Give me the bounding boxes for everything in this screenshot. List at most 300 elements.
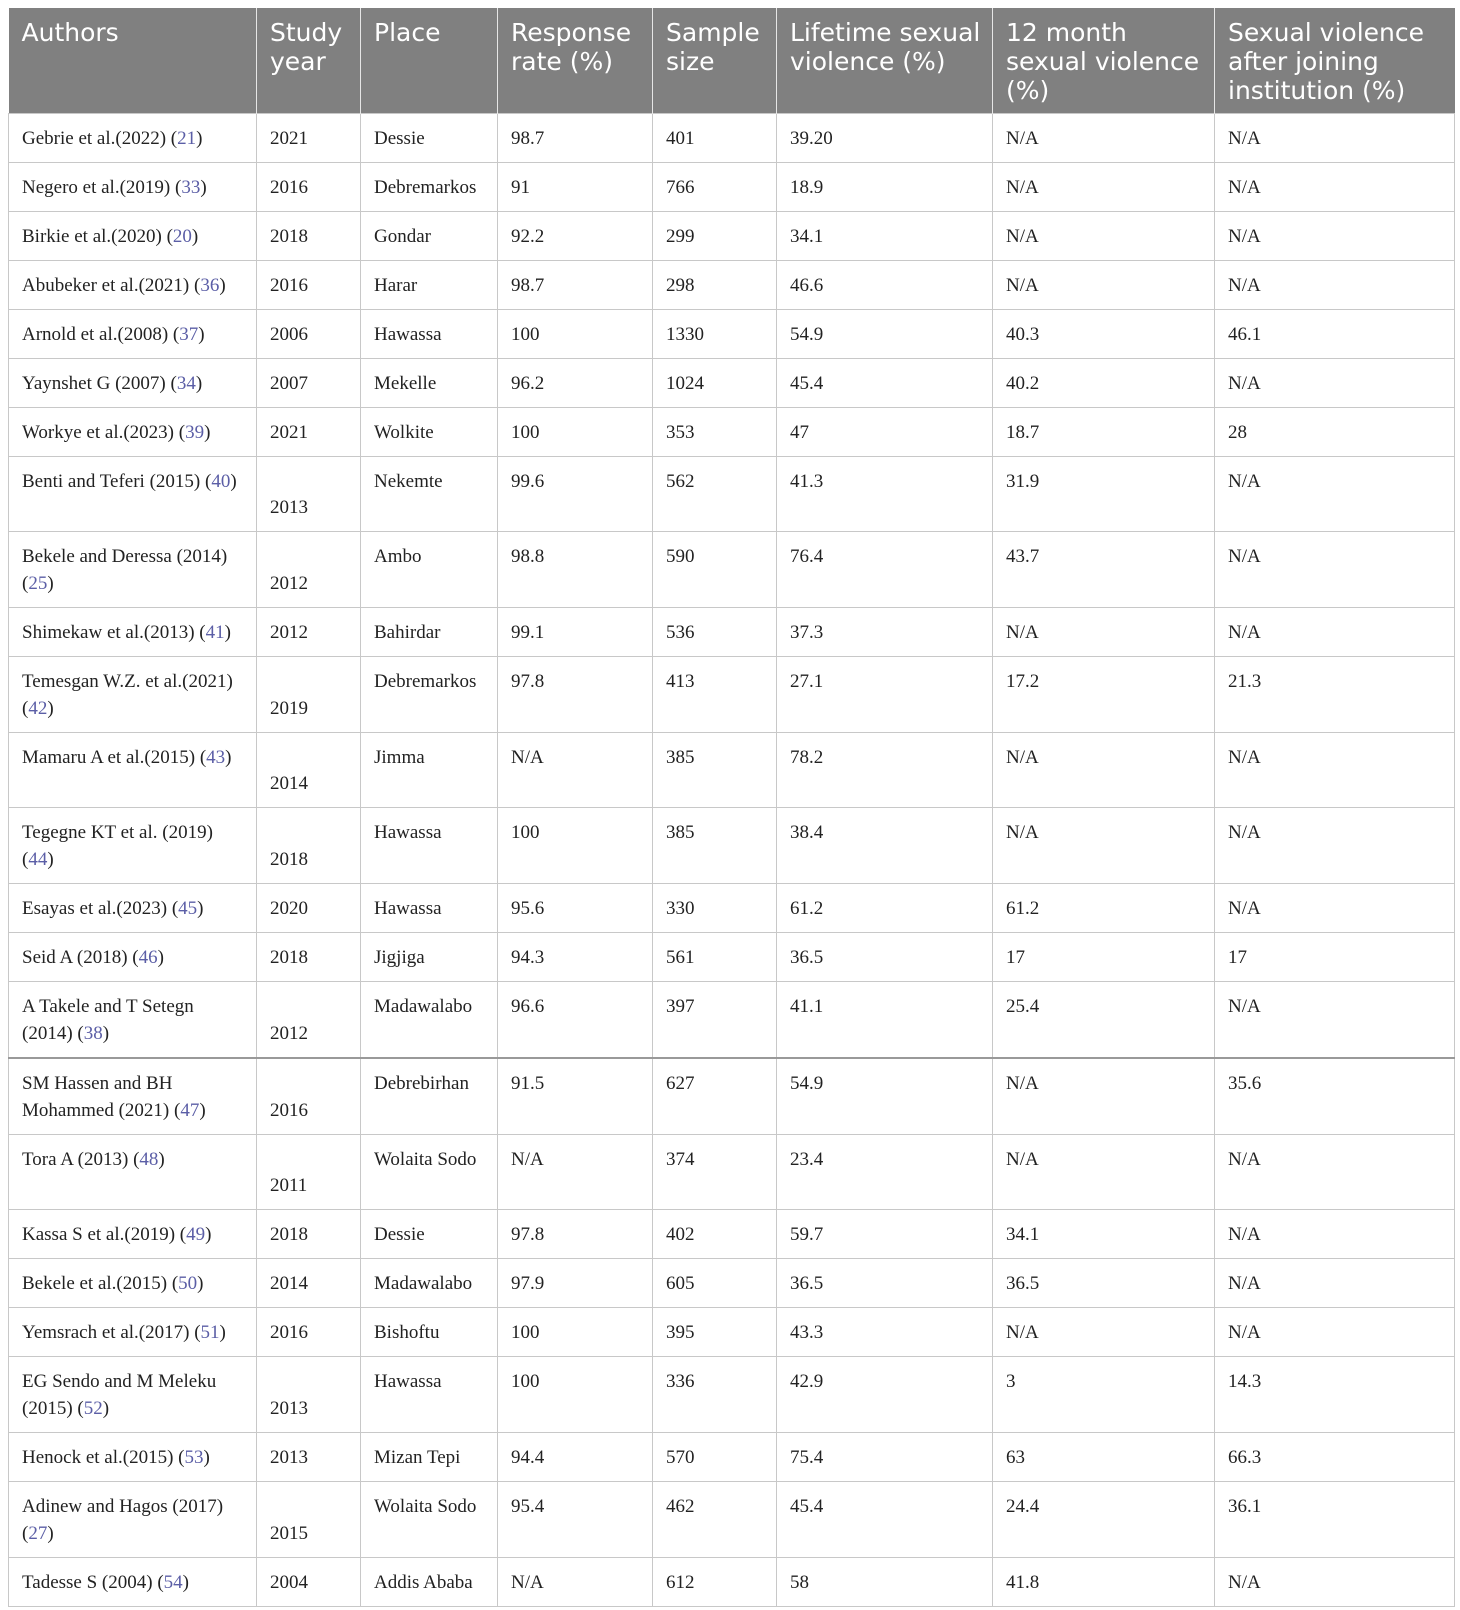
reference-link[interactable]: 50: [178, 1273, 198, 1294]
cell-lifetime: 45.4: [777, 359, 993, 408]
cell-place: Madawalabo: [361, 982, 498, 1059]
author-text: Gebrie et al.(2022) (: [22, 128, 178, 149]
cell-sample-size: 401: [653, 114, 777, 163]
cell-lifetime: 23.4: [777, 1135, 993, 1210]
cell-sample-size: 397: [653, 982, 777, 1059]
cell-study-year: 2021: [257, 408, 361, 457]
reference-link[interactable]: 33: [181, 177, 201, 198]
cell-twelve-month: N/A: [993, 733, 1215, 808]
reference-link[interactable]: 27: [28, 1523, 48, 1544]
author-text: Negero et al.(2019) (: [22, 177, 182, 198]
author-text: Benti and Teferi (2015) (: [22, 471, 212, 492]
ref-close: ): [47, 698, 54, 719]
cell-author: [9, 532, 257, 608]
cell-sample-size: 561: [653, 933, 777, 982]
author-text: EG Sendo and M Meleku (2015) (: [22, 1371, 217, 1419]
cell-study-year: 2016: [257, 1058, 361, 1135]
author-text: Tadesse S (2004) (: [22, 1572, 164, 1593]
ref-close: ): [47, 849, 54, 870]
cell-lifetime: 54.9: [777, 310, 993, 359]
reference-link[interactable]: 37: [179, 324, 199, 345]
cell-study-year: 2013: [257, 1433, 361, 1482]
author-text: Mamaru A et al.(2015) (: [22, 747, 207, 768]
cell-author: [9, 1433, 257, 1482]
cell-place: Wolaita Sodo: [361, 1135, 498, 1210]
cell-after-joining: N/A: [1215, 457, 1455, 532]
ref-close: ): [195, 373, 203, 394]
author-text: Workye et al.(2023) (: [22, 422, 186, 443]
cell-lifetime: 38.4: [777, 808, 993, 884]
cell-lifetime: 78.2: [777, 733, 993, 808]
author-text: Abubeker et al.(2021) (: [22, 275, 201, 296]
cell-response-rate: 97.8: [498, 657, 653, 733]
reference-link[interactable]: 53: [184, 1447, 204, 1468]
header-row: [9, 8, 1455, 114]
cell-after-joining: N/A: [1215, 212, 1455, 261]
header-after-joining: Sexual violence after joining institution (%): [1215, 8, 1455, 114]
cell-author: [9, 1558, 257, 1607]
table-row: [9, 310, 1455, 359]
author-text: Bekele et al.(2015) (: [22, 1273, 179, 1294]
cell-study-year: 2020: [257, 884, 361, 933]
cell-after-joining: 36.1: [1215, 1482, 1455, 1558]
cell-author: [9, 982, 257, 1059]
cell-response-rate: 100: [498, 1308, 653, 1357]
cell-place: Hawassa: [361, 1357, 498, 1433]
cell-author: [9, 1210, 257, 1259]
table-row: [9, 1308, 1455, 1357]
cell-after-joining: N/A: [1215, 532, 1455, 608]
cell-author: [9, 1058, 257, 1135]
cell-author: [9, 359, 257, 408]
ref-close: ): [157, 947, 164, 968]
cell-response-rate: 91.5: [498, 1058, 653, 1135]
cell-lifetime: 36.5: [777, 933, 993, 982]
cell-place: Dessie: [361, 114, 498, 163]
ref-close: ): [158, 1149, 165, 1170]
reference-link[interactable]: 40: [211, 471, 231, 492]
cell-twelve-month: 3: [993, 1357, 1215, 1433]
cell-lifetime: 34.1: [777, 212, 993, 261]
cell-lifetime: 47: [777, 408, 993, 457]
cell-place: Hawassa: [361, 310, 498, 359]
cell-study-year: 2014: [257, 1259, 361, 1308]
cell-after-joining: N/A: [1215, 359, 1455, 408]
table-row: [9, 359, 1455, 408]
cell-author: [9, 657, 257, 733]
cell-after-joining: 21.3: [1215, 657, 1455, 733]
ref-close: ): [182, 1572, 189, 1593]
table-row: [9, 114, 1455, 163]
table-row: [9, 933, 1455, 982]
cell-sample-size: 385: [653, 733, 777, 808]
cell-twelve-month: 61.2: [993, 884, 1215, 933]
cell-study-year: 2018: [257, 933, 361, 982]
cell-sample-size: 353: [653, 408, 777, 457]
cell-lifetime: 54.9: [777, 1058, 993, 1135]
cell-sample-size: 562: [653, 457, 777, 532]
cell-author: [9, 884, 257, 933]
cell-study-year: 2021: [257, 114, 361, 163]
ref-close: ): [47, 1523, 54, 1544]
author-text: Tegegne KT et al. (2019) (: [22, 822, 213, 870]
author-text: Arnold et al.(2008) (: [22, 324, 180, 345]
cell-response-rate: 96.2: [498, 359, 653, 408]
cell-lifetime: 59.7: [777, 1210, 993, 1259]
cell-lifetime: 61.2: [777, 884, 993, 933]
cell-after-joining: N/A: [1215, 1308, 1455, 1357]
cell-author: [9, 733, 257, 808]
cell-after-joining: 46.1: [1215, 310, 1455, 359]
cell-response-rate: 99.6: [498, 457, 653, 532]
ref-close: ): [102, 1398, 110, 1419]
cell-response-rate: 95.4: [498, 1482, 653, 1558]
cell-after-joining: N/A: [1215, 982, 1455, 1059]
cell-after-joining: 66.3: [1215, 1433, 1455, 1482]
cell-after-joining: 14.3: [1215, 1357, 1455, 1433]
reference-link[interactable]: 48: [139, 1149, 159, 1170]
reference-link[interactable]: 52: [83, 1398, 103, 1419]
table-row: [9, 408, 1455, 457]
table-row: [9, 212, 1455, 261]
cell-after-joining: N/A: [1215, 1558, 1455, 1607]
cell-place: Bahirdar: [361, 608, 498, 657]
ref-close: ): [47, 573, 54, 594]
cell-place: Wolkite: [361, 408, 498, 457]
reference-link[interactable]: 34: [176, 373, 196, 394]
cell-response-rate: 98.8: [498, 532, 653, 608]
cell-response-rate: 92.2: [498, 212, 653, 261]
cell-response-rate: 100: [498, 408, 653, 457]
cell-author: [9, 608, 257, 657]
cell-sample-size: 462: [653, 1482, 777, 1558]
reference-link[interactable]: 45: [178, 898, 198, 919]
cell-lifetime: 58: [777, 1558, 993, 1607]
reference-link[interactable]: 41: [205, 622, 225, 643]
ref-close: ): [203, 1447, 210, 1468]
reference-link[interactable]: 21: [177, 128, 197, 149]
cell-lifetime: 76.4: [777, 532, 993, 608]
cell-lifetime: 75.4: [777, 1433, 993, 1482]
cell-after-joining: 28: [1215, 408, 1455, 457]
cell-twelve-month: N/A: [993, 1308, 1215, 1357]
cell-study-year: 2012: [257, 532, 361, 608]
cell-lifetime: 41.1: [777, 982, 993, 1059]
cell-place: Nekemte: [361, 457, 498, 532]
cell-place: Jigjiga: [361, 933, 498, 982]
cell-study-year: 2004: [257, 1558, 361, 1607]
cell-place: Debremarkos: [361, 163, 498, 212]
table-row: [9, 982, 1455, 1059]
cell-author: [9, 1135, 257, 1210]
table-row: [9, 1482, 1455, 1558]
cell-place: Dessie: [361, 1210, 498, 1259]
cell-sample-size: 336: [653, 1357, 777, 1433]
cell-after-joining: N/A: [1215, 163, 1455, 212]
cell-author: [9, 933, 257, 982]
ref-close: ): [196, 128, 203, 149]
cell-sample-size: 590: [653, 532, 777, 608]
author-text: Kassa S et al.(2019) (: [22, 1224, 187, 1245]
cell-sample-size: 1024: [653, 359, 777, 408]
cell-place: Madawalabo: [361, 1259, 498, 1308]
ref-close: ): [198, 324, 205, 345]
cell-place: Ambo: [361, 532, 498, 608]
cell-sample-size: 612: [653, 1558, 777, 1607]
ref-close: ): [102, 1023, 110, 1044]
cell-twelve-month: 36.5: [993, 1259, 1215, 1308]
cell-twelve-month: N/A: [993, 114, 1215, 163]
table-row: [9, 808, 1455, 884]
author-text: Yaynshet G (2007) (: [22, 373, 177, 394]
author-text: Yemsrach et al.(2017) (: [22, 1322, 201, 1343]
table-row: [9, 261, 1455, 310]
cell-study-year: 2016: [257, 163, 361, 212]
table-row: [9, 1135, 1455, 1210]
ref-close: ): [219, 275, 226, 296]
ref-close: ): [224, 622, 231, 643]
cell-lifetime: 18.9: [777, 163, 993, 212]
table-row: [9, 733, 1455, 808]
cell-response-rate: 98.7: [498, 114, 653, 163]
cell-sample-size: 330: [653, 884, 777, 933]
cell-sample-size: 766: [653, 163, 777, 212]
cell-response-rate: 99.1: [498, 608, 653, 657]
author-text: Seid A (2018) (: [22, 947, 139, 968]
cell-author: [9, 310, 257, 359]
cell-response-rate: 95.6: [498, 884, 653, 933]
cell-place: Gondar: [361, 212, 498, 261]
ref-close: ): [191, 226, 199, 247]
cell-study-year: 2011: [257, 1135, 361, 1210]
cell-response-rate: 91: [498, 163, 653, 212]
reference-link[interactable]: 54: [163, 1572, 183, 1593]
reference-link[interactable]: 46: [138, 947, 158, 968]
cell-twelve-month: 25.4: [993, 982, 1215, 1059]
cell-place: Mekelle: [361, 359, 498, 408]
cell-twelve-month: N/A: [993, 212, 1215, 261]
author-text: SM Hassen and BH Mohammed (2021) (: [22, 1073, 181, 1121]
cell-place: Harar: [361, 261, 498, 310]
cell-after-joining: N/A: [1215, 1259, 1455, 1308]
cell-response-rate: N/A: [498, 733, 653, 808]
cell-study-year: 2018: [257, 212, 361, 261]
ref-close: ): [199, 1100, 206, 1121]
cell-sample-size: 605: [653, 1259, 777, 1308]
cell-response-rate: 100: [498, 310, 653, 359]
cell-twelve-month: 17: [993, 933, 1215, 982]
cell-twelve-month: 17.2: [993, 657, 1215, 733]
cell-lifetime: 39.20: [777, 114, 993, 163]
ref-close: ): [204, 422, 211, 443]
cell-place: Hawassa: [361, 808, 498, 884]
cell-twelve-month: 40.2: [993, 359, 1215, 408]
cell-twelve-month: 40.3: [993, 310, 1215, 359]
cell-lifetime: 45.4: [777, 1482, 993, 1558]
cell-response-rate: 94.4: [498, 1433, 653, 1482]
author-text: Shimekaw et al.(2013) (: [22, 622, 206, 643]
reference-link[interactable]: 44: [28, 849, 48, 870]
cell-response-rate: 96.6: [498, 982, 653, 1059]
cell-author: [9, 114, 257, 163]
header-authors: Authors: [9, 8, 257, 114]
author-text: Adinew and Hagos (2017) (: [22, 1496, 224, 1544]
studies-table: [8, 8, 1455, 1607]
cell-place: Debrebirhan: [361, 1058, 498, 1135]
reference-link[interactable]: 39: [185, 422, 205, 443]
cell-author: [9, 163, 257, 212]
cell-response-rate: 97.9: [498, 1259, 653, 1308]
cell-after-joining: N/A: [1215, 1210, 1455, 1259]
cell-sample-size: 385: [653, 808, 777, 884]
cell-author: [9, 808, 257, 884]
cell-place: Mizan Tepi: [361, 1433, 498, 1482]
cell-response-rate: N/A: [498, 1558, 653, 1607]
cell-place: Jimma: [361, 733, 498, 808]
header-twelve-month: 12 month sexual violence (%): [993, 8, 1215, 114]
cell-sample-size: 570: [653, 1433, 777, 1482]
reference-link[interactable]: 49: [186, 1224, 206, 1245]
table-row: [9, 657, 1455, 733]
cell-place: Wolaita Sodo: [361, 1482, 498, 1558]
cell-twelve-month: 24.4: [993, 1482, 1215, 1558]
cell-study-year: 2018: [257, 808, 361, 884]
cell-sample-size: 298: [653, 261, 777, 310]
cell-study-year: 2012: [257, 608, 361, 657]
cell-lifetime: 41.3: [777, 457, 993, 532]
cell-sample-size: 413: [653, 657, 777, 733]
cell-after-joining: N/A: [1215, 608, 1455, 657]
cell-sample-size: 395: [653, 1308, 777, 1357]
cell-study-year: 2019: [257, 657, 361, 733]
author-text: Birkie et al.(2020) (: [22, 226, 173, 247]
author-text: Tora A (2013) (: [22, 1149, 140, 1170]
cell-author: [9, 261, 257, 310]
cell-twelve-month: 63: [993, 1433, 1215, 1482]
cell-twelve-month: 34.1: [993, 1210, 1215, 1259]
author-text: Temesgan W.Z. et al.(2021) (: [22, 671, 233, 719]
table-row: [9, 608, 1455, 657]
table-row: [9, 1210, 1455, 1259]
cell-lifetime: 37.3: [777, 608, 993, 657]
cell-author: [9, 408, 257, 457]
cell-twelve-month: N/A: [993, 808, 1215, 884]
cell-sample-size: 402: [653, 1210, 777, 1259]
cell-response-rate: 94.3: [498, 933, 653, 982]
cell-lifetime: 43.3: [777, 1308, 993, 1357]
cell-twelve-month: N/A: [993, 608, 1215, 657]
cell-author: [9, 457, 257, 532]
cell-lifetime: 36.5: [777, 1259, 993, 1308]
cell-after-joining: N/A: [1215, 114, 1455, 163]
header-place: Place: [361, 8, 498, 114]
cell-sample-size: 1330: [653, 310, 777, 359]
reference-link[interactable]: 38: [83, 1023, 103, 1044]
cell-after-joining: N/A: [1215, 1135, 1455, 1210]
table-row: [9, 1357, 1455, 1433]
cell-after-joining: N/A: [1215, 261, 1455, 310]
header-lifetime: Lifetime sexual violence (%): [777, 8, 993, 114]
cell-author: [9, 1482, 257, 1558]
cell-sample-size: 299: [653, 212, 777, 261]
cell-place: Bishoftu: [361, 1308, 498, 1357]
cell-study-year: 2016: [257, 261, 361, 310]
cell-lifetime: 27.1: [777, 657, 993, 733]
cell-twelve-month: N/A: [993, 1058, 1215, 1135]
cell-response-rate: 97.8: [498, 1210, 653, 1259]
cell-study-year: 2014: [257, 733, 361, 808]
cell-after-joining: N/A: [1215, 808, 1455, 884]
cell-lifetime: 42.9: [777, 1357, 993, 1433]
cell-twelve-month: 31.9: [993, 457, 1215, 532]
cell-twelve-month: 18.7: [993, 408, 1215, 457]
cell-study-year: 2013: [257, 1357, 361, 1433]
author-text: Bekele and Deressa (2014) (: [22, 546, 228, 594]
cell-study-year: 2006: [257, 310, 361, 359]
cell-response-rate: N/A: [498, 1135, 653, 1210]
table-row: [9, 532, 1455, 608]
cell-study-year: 2007: [257, 359, 361, 408]
reference-link[interactable]: 42: [28, 698, 48, 719]
cell-after-joining: N/A: [1215, 733, 1455, 808]
cell-twelve-month: 43.7: [993, 532, 1215, 608]
cell-response-rate: 98.7: [498, 261, 653, 310]
header-response-rate: Response rate (%): [498, 8, 653, 114]
cell-study-year: 2013: [257, 457, 361, 532]
ref-close: ): [230, 471, 237, 492]
author-text: A Takele and T Setegn (2014) (: [22, 996, 194, 1044]
ref-close: ): [205, 1224, 212, 1245]
ref-close: ): [225, 747, 232, 768]
table-row: [9, 884, 1455, 933]
author-text: Esayas et al.(2023) (: [22, 898, 179, 919]
cell-author: [9, 212, 257, 261]
cell-study-year: 2012: [257, 982, 361, 1059]
cell-sample-size: 374: [653, 1135, 777, 1210]
cell-author: [9, 1357, 257, 1433]
cell-lifetime: 46.6: [777, 261, 993, 310]
reference-link[interactable]: 47: [180, 1100, 200, 1121]
table-row: [9, 1558, 1455, 1607]
cell-twelve-month: N/A: [993, 163, 1215, 212]
cell-sample-size: 536: [653, 608, 777, 657]
reference-link[interactable]: 51: [200, 1322, 220, 1343]
cell-twelve-month: N/A: [993, 1135, 1215, 1210]
cell-study-year: 2018: [257, 1210, 361, 1259]
table-row: [9, 1433, 1455, 1482]
cell-after-joining: 17: [1215, 933, 1455, 982]
cell-twelve-month: N/A: [993, 261, 1215, 310]
cell-author: [9, 1308, 257, 1357]
ref-close: ): [219, 1322, 226, 1343]
reference-link[interactable]: 20: [172, 226, 192, 247]
cell-after-joining: N/A: [1215, 884, 1455, 933]
reference-link[interactable]: 43: [206, 747, 226, 768]
table-row: [9, 457, 1455, 532]
ref-close: ): [197, 898, 204, 919]
table-row: [9, 1259, 1455, 1308]
table-row: [9, 1058, 1455, 1135]
reference-link[interactable]: 36: [200, 275, 220, 296]
cell-sample-size: 627: [653, 1058, 777, 1135]
cell-response-rate: 100: [498, 808, 653, 884]
reference-link[interactable]: 25: [28, 573, 48, 594]
cell-study-year: 2016: [257, 1308, 361, 1357]
cell-place: Addis Ababa: [361, 1558, 498, 1607]
cell-place: Debremarkos: [361, 657, 498, 733]
cell-study-year: 2015: [257, 1482, 361, 1558]
cell-after-joining: 35.6: [1215, 1058, 1455, 1135]
